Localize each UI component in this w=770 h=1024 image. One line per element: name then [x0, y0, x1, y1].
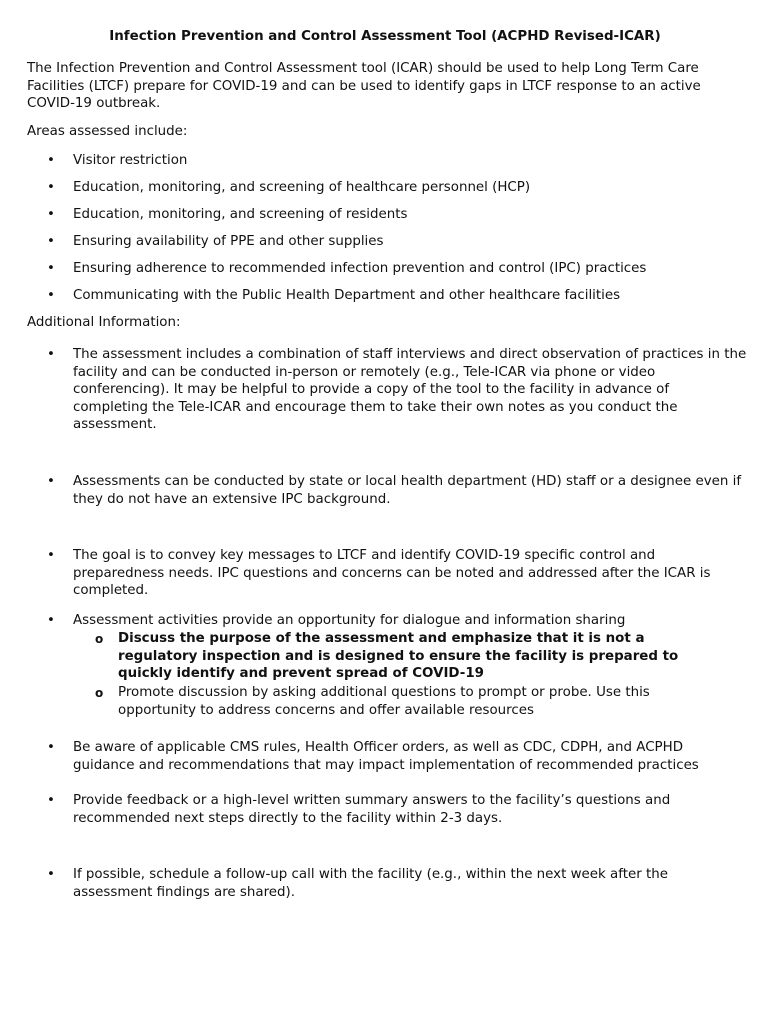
intro-paragraph: The Infection Prevention and Control Assessment tool (ICAR) should be used to help Long Term Care Facilities (LTCF) prepare for COVID-19 and can be used to identify gaps in LTCF response to an active COVID-19 outbreak.: [27, 61, 701, 111]
list-item: • If possible, schedule a follow-up call with the facility (e.g., within the next week after the assessment findings are shared).: [47, 867, 668, 900]
bullet-icon: •: [47, 153, 55, 168]
list-item: • The goal is to convey key messages to LTCF and identify COVID-19 specific control and preparedness needs. IPC questions and concerns can be noted and addressed after the ICAR is completed.: [47, 548, 711, 598]
list-item: • Ensuring availability of PPE and other supplies: [47, 234, 384, 249]
sub-list-item: o Promote discussion by asking additional questions to prompt or probe. Use this opportunity to address concerns and offer available resources: [95, 685, 650, 718]
bullet-icon: •: [47, 548, 55, 563]
list-item: • Assessment activities provide an opportunity for dialogue and information sharing: [47, 613, 626, 628]
list-item: • The assessment includes a combination of staff interviews and direct observation of practices in the facility and can be conducted in-person or remotely (e.g., Tele-ICAR via phone or video conferencing). It may be helpful to provide a copy of the tool to the facility in advance of completing the Tele-ICAR and encourage them to take their own notes as you conduct the assessment.: [47, 347, 747, 432]
list-item: • Ensuring adherence to recommended infection prevention and control (IPC) practices: [47, 261, 647, 276]
list-item: • Education, monitoring, and screening of residents: [47, 207, 408, 222]
sub-list-item: o Discuss the purpose of the assessment and emphasize that it is not a regulatory inspection and is designed to ensure the facility is prepared to quickly identify and prevent spread of COVID-19: [95, 631, 679, 681]
sub-bullet-icon: o: [95, 686, 104, 700]
list-item: • Visitor restriction: [47, 153, 188, 168]
bullet-icon: •: [47, 288, 55, 303]
bullet-icon: •: [47, 347, 55, 362]
bullet-icon: •: [47, 740, 55, 755]
bullet-icon: •: [47, 261, 55, 276]
bullet-icon: •: [47, 867, 55, 882]
bullet-icon: •: [47, 207, 55, 222]
document-title: Infection Prevention and Control Assessment Tool (ACPHD Revised-ICAR): [109, 29, 661, 44]
bullet-icon: •: [47, 474, 55, 489]
list-item: • Communicating with the Public Health Department and other healthcare facilities: [47, 288, 621, 303]
additional-heading: Additional Information:: [27, 315, 181, 330]
bullet-icon: •: [47, 793, 55, 808]
list-item: • Education, monitoring, and screening of healthcare personnel (HCP): [47, 180, 531, 195]
list-item: • Be aware of applicable CMS rules, Health Officer orders, as well as CDC, CDPH, and ACPHD guidance and recommendations that may impact implementation of recommended practices: [47, 740, 699, 773]
bullet-icon: •: [47, 234, 55, 249]
sub-bullet-icon: o: [95, 632, 104, 646]
list-item: • Provide feedback or a high-level written summary answers to the facility’s questions and recommended next steps directly to the facility within 2-3 days.: [47, 793, 671, 826]
list-item: • Assessments can be conducted by state or local health department (HD) staff or a designee even if they do not have an extensive IPC background.: [47, 474, 742, 507]
areas-heading: Areas assessed include:: [27, 124, 188, 139]
bullet-icon: •: [47, 180, 55, 195]
bullet-icon: •: [47, 613, 55, 628]
